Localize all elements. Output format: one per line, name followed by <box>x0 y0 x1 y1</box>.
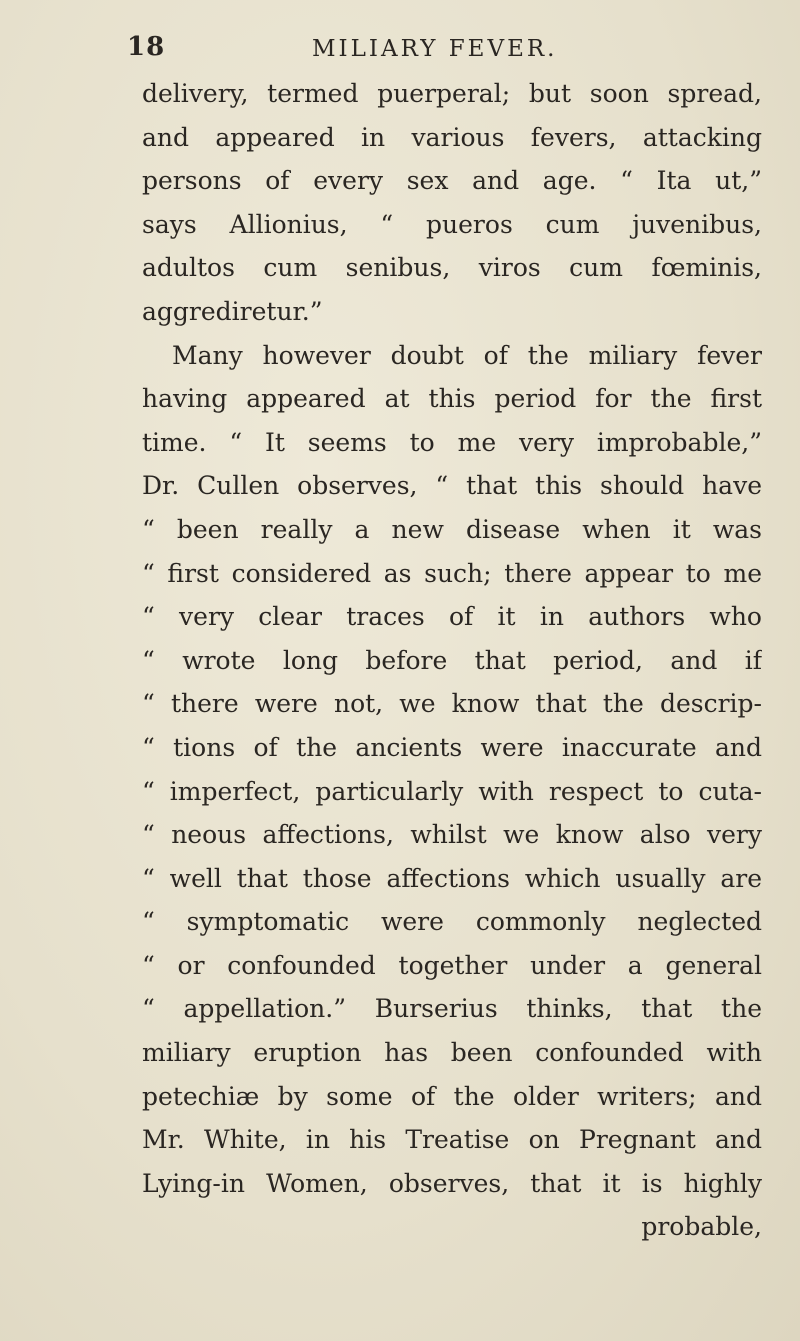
text-line: “ appellation.” Burserius thinks, that the <box>142 994 762 1024</box>
text-line: having appeared at this period for the first <box>142 384 762 414</box>
text-line: Lying-in Women, observes, that it is highly <box>142 1168 762 1198</box>
text-line: “ first considered as such; there appear to me <box>142 558 762 588</box>
text-line: and appeared in various fevers, attacking <box>142 122 762 152</box>
text-line: Many however doubt of the miliary fever <box>172 340 762 370</box>
text-line: aggrediretur.” <box>142 296 323 326</box>
page-header <box>127 32 767 72</box>
text-line: “ symptomatic were commonly neglected <box>142 907 762 937</box>
text-line: petechiæ by some of the older writers; and <box>142 1081 762 1111</box>
running-head: MILIARY FEVER. <box>312 36 558 62</box>
text-line: persons of every sex and age. “ Ita ut,” <box>142 166 762 196</box>
text-line: adultos cum senibus, viros cum fœminis, <box>142 253 762 283</box>
text-line: Mr. White, in his Treatise on Pregnant and <box>142 1125 762 1155</box>
text-line: “ or confounded together under a general <box>142 950 762 980</box>
text-line: “ very clear traces of it in authors who <box>142 602 762 632</box>
text-line: time. “ It seems to me very improbable,” <box>142 427 762 457</box>
body-text <box>142 72 762 1249</box>
text-line: Dr. Cullen observes, “ that this should have <box>142 471 762 501</box>
text-line: “ been really a new disease when it was <box>142 514 762 544</box>
text-line: delivery, termed puerperal; but soon spread, <box>142 79 762 108</box>
text-line: “ imperfect, particularly with respect to cuta- <box>142 776 762 806</box>
text-line: “ well that those affections which usually are <box>142 863 762 893</box>
text-line: “ neous affections, whilst we know also very <box>142 820 762 850</box>
text-line: miliary eruption has been confounded with <box>142 1038 762 1068</box>
text-line: “ wrote long before that period, and if <box>142 645 762 675</box>
catchword: probable, <box>641 1212 762 1242</box>
text-line: “ tions of the ancients were inaccurate and <box>142 732 762 762</box>
page-number: 18 <box>127 32 166 62</box>
text-line: says Allionius, “ pueros cum juvenibus, <box>142 209 762 239</box>
text-line: “ there were not, we know that the descrip- <box>142 689 762 719</box>
